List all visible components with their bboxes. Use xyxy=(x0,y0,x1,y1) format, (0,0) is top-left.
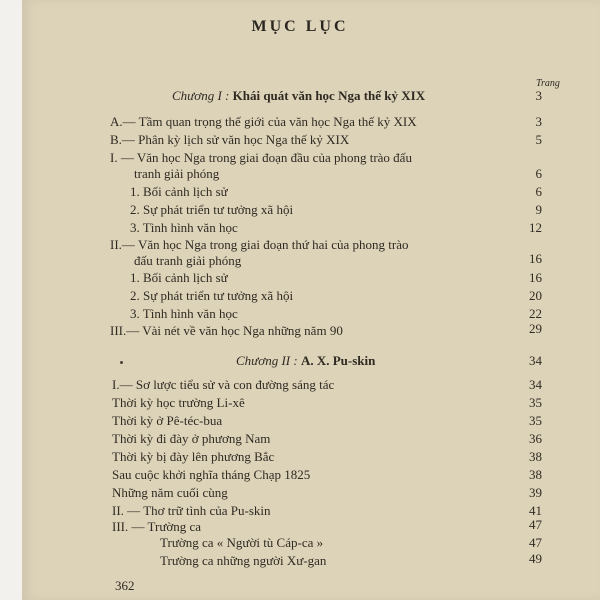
toc-entry-continuation: đấu tranh giải phóng xyxy=(134,253,242,268)
toc-entry-label: II.— xyxy=(110,237,135,252)
toc-page-number: 47 xyxy=(529,517,542,532)
chapter-label: Chương II : xyxy=(236,353,298,368)
toc-entry-label: 2. xyxy=(130,288,140,303)
chapter-heading xyxy=(172,87,425,105)
toc-page-number: 41 xyxy=(529,503,542,518)
toc-entry-label: I. — xyxy=(110,150,134,165)
toc-page-number: 16 xyxy=(529,251,542,266)
toc-entry-label: 3. xyxy=(130,306,140,321)
toc-entry-text: Thời kỳ ở Pê-téc-bua xyxy=(112,413,223,428)
toc-page-number: 16 xyxy=(529,270,542,285)
toc-entry xyxy=(130,219,238,237)
toc-page-number: 6 xyxy=(535,166,542,181)
toc-entry-label: 1. xyxy=(130,184,140,199)
toc-page-number: 47 xyxy=(529,535,542,550)
toc-entry-text: Văn học Nga trong giai đoạn đầu của phong trào đấu xyxy=(136,150,412,165)
toc-entry-label: III. — xyxy=(112,519,145,534)
toc-entry-label: III.— xyxy=(110,323,140,338)
page-column-header: Trang xyxy=(536,78,560,89)
toc-entry-text: Trường ca những người Xư-gan xyxy=(160,553,327,568)
toc-entry xyxy=(110,322,343,340)
toc-entry-text: Vài nét về văn học Nga những năm 90 xyxy=(142,323,343,338)
toc-entry-text: Thời kỳ đi đày ở phương Nam xyxy=(112,431,271,446)
toc-page-number: 34 xyxy=(529,377,542,392)
toc-entry-text: Sự phát triển tư tưởng xã hội xyxy=(143,202,294,217)
print-speck xyxy=(120,361,123,364)
toc-page-number: 22 xyxy=(529,306,542,321)
toc-page-number: 29 xyxy=(529,321,542,336)
toc-entry-text: Sau cuộc khởi nghĩa tháng Chạp 1825 xyxy=(112,467,311,482)
toc-page-number: 34 xyxy=(529,353,542,368)
page-number: 362 xyxy=(115,578,135,593)
chapter-title: Khái quát văn học Nga thế kỷ XIX xyxy=(232,88,426,103)
page-title: MỤC LỤC xyxy=(251,18,349,35)
toc-entry-text: Bối cảnh lịch sử xyxy=(143,270,228,285)
toc-page-number: 38 xyxy=(529,449,542,464)
toc-entry-label: A.— xyxy=(110,114,136,129)
toc-page-number: 6 xyxy=(535,184,542,199)
toc-entry-continuation: tranh giải phóng xyxy=(134,166,220,181)
toc-page-number: 35 xyxy=(529,413,542,428)
background-margin xyxy=(0,0,22,600)
toc-entry-label: B.— xyxy=(110,132,135,147)
toc-entry-label: II. — xyxy=(112,503,141,518)
toc-entry-text: Trường ca xyxy=(147,519,202,534)
toc-entry xyxy=(130,305,238,323)
toc-entry-text: Văn học Nga trong giai đoạn thứ hai của phong trào xyxy=(137,237,409,252)
toc-page-number: 36 xyxy=(529,431,542,446)
toc-entry-label: 1. xyxy=(130,270,140,285)
chapter-title: A. X. Pu-skin xyxy=(300,353,376,368)
toc-entry-text: Những năm cuối cùng xyxy=(112,485,228,500)
toc-page-number: 12 xyxy=(529,220,542,235)
toc-page-number: 20 xyxy=(529,288,542,303)
toc-page-number: 35 xyxy=(529,395,542,410)
toc-page-number: 9 xyxy=(535,202,542,217)
toc-page-number: 39 xyxy=(529,485,542,500)
toc-entry-text: Sơ lược tiểu sử và con đường sáng tác xyxy=(135,377,335,392)
toc-entry xyxy=(110,131,349,149)
chapter-heading xyxy=(236,352,375,370)
toc-page-number: 49 xyxy=(529,551,542,566)
toc-entry-text: Phân kỳ lịch sử văn học Nga thế kỷ XIX xyxy=(138,132,350,147)
toc-page-number: 5 xyxy=(535,132,542,147)
toc-entry xyxy=(112,376,334,394)
chapter-label: Chương I : xyxy=(172,88,230,103)
toc-page-number: 38 xyxy=(529,467,542,482)
toc-entry-text: Tầm quan trọng thế giới của văn học Nga thế kỷ XIX xyxy=(138,114,417,129)
toc-entry xyxy=(130,287,293,305)
toc-page-number: 3 xyxy=(535,114,542,129)
toc-entry-label: 3. xyxy=(130,220,140,235)
toc-entry-text: Trường ca « Người tù Cáp-ca » xyxy=(160,535,324,550)
toc-entry xyxy=(130,269,228,287)
toc-entry xyxy=(130,183,228,201)
toc-entry-label: I.— xyxy=(112,377,133,392)
toc-entry xyxy=(110,113,417,131)
toc-entry-text: Tình hình văn học xyxy=(142,220,238,235)
toc-entry xyxy=(130,201,293,219)
toc-entry-text: Thơ trữ tình của Pu-skin xyxy=(143,503,271,518)
toc-entry-text: Bối cảnh lịch sử xyxy=(143,184,228,199)
toc-page-number: 3 xyxy=(535,88,542,103)
toc-entry-text: Thời kỳ học trường Li-xê xyxy=(112,395,245,410)
toc-entry-label: 2. xyxy=(130,202,140,217)
toc-entry-text: Sự phát triển tư tưởng xã hội xyxy=(143,288,294,303)
toc-entry-text: Tình hình văn học xyxy=(142,306,238,321)
toc-entry-text: Thời kỳ bị đày lên phương Bắc xyxy=(112,449,275,464)
